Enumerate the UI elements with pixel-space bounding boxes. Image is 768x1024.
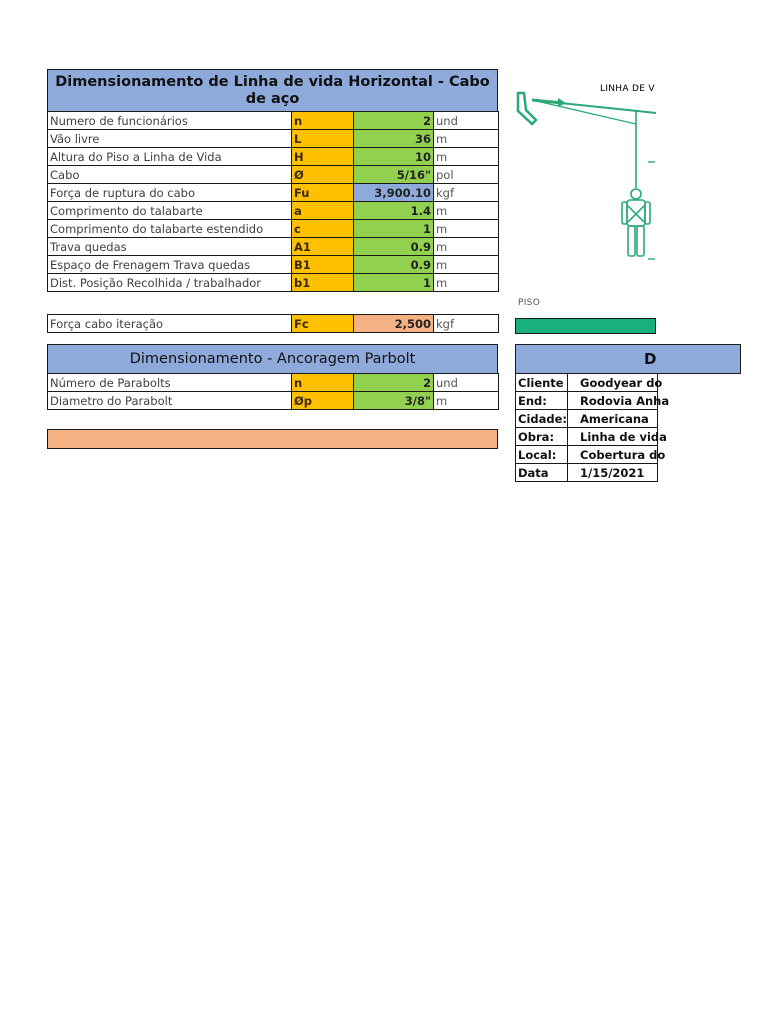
info-key: Cliente	[516, 374, 568, 392]
param-unit: kgf	[434, 184, 499, 202]
anchor-value[interactable]: 2	[354, 374, 434, 392]
floor-label: PISO	[518, 298, 541, 308]
line-label: LINHA DE V	[600, 84, 655, 94]
param-symbol: n	[292, 112, 354, 130]
param-unit: pol	[434, 166, 499, 184]
info-table-title: D	[515, 344, 741, 374]
param-value[interactable]: 1	[354, 274, 434, 292]
anchor-symbol: n	[292, 374, 354, 392]
param-unit: m	[434, 148, 499, 166]
anchor-value[interactable]: 3/8"	[354, 392, 434, 410]
table-row	[48, 374, 499, 392]
table-row	[516, 392, 658, 410]
parameters-table	[47, 111, 499, 292]
param-symbol: A1	[292, 238, 354, 256]
param-value[interactable]: 5/16"	[354, 166, 434, 184]
table-row	[48, 256, 499, 274]
anchor-table	[47, 373, 499, 410]
table-row	[48, 130, 499, 148]
table-row	[48, 166, 499, 184]
table-row	[516, 428, 658, 446]
info-key: Cidade:	[516, 410, 568, 428]
info-value[interactable]: 1/15/2021	[568, 464, 658, 482]
param-label: Espaço de Frenagem Trava quedas	[48, 256, 292, 274]
param-unit: m	[434, 274, 499, 292]
anchor-label: Diametro do Parabolt	[48, 392, 292, 410]
param-value[interactable]: 2	[354, 112, 434, 130]
param-label: Comprimento do talabarte	[48, 202, 292, 220]
param-unit: m	[434, 256, 499, 274]
info-value[interactable]: Goodyear do	[568, 374, 658, 392]
table-row	[516, 410, 658, 428]
table-row	[48, 392, 499, 410]
param-symbol: L	[292, 130, 354, 148]
info-value[interactable]: Linha de vida	[568, 428, 658, 446]
worker-icon	[622, 189, 650, 256]
param-unit: m	[434, 202, 499, 220]
param-unit: m	[434, 130, 499, 148]
info-key: Local:	[516, 446, 568, 464]
info-key: End:	[516, 392, 568, 410]
anchor-bracket-icon	[518, 93, 536, 124]
force-unit: kgf	[434, 315, 499, 333]
param-value[interactable]: 0.9	[354, 256, 434, 274]
param-label: Força de ruptura do cabo	[48, 184, 292, 202]
info-key: Data	[516, 464, 568, 482]
param-value[interactable]: 36	[354, 130, 434, 148]
table-row	[516, 464, 658, 482]
info-key: Obra:	[516, 428, 568, 446]
table-row	[48, 112, 499, 130]
force-symbol: Fc	[292, 315, 354, 333]
table-row	[48, 315, 499, 333]
table-row	[48, 274, 499, 292]
param-value[interactable]: 10	[354, 148, 434, 166]
anchor-symbol: Øp	[292, 392, 354, 410]
param-label: Comprimento do talabarte estendido	[48, 220, 292, 238]
param-symbol: H	[292, 148, 354, 166]
param-unit: m	[434, 220, 499, 238]
force-table	[47, 314, 499, 333]
table-row	[516, 374, 658, 392]
param-symbol: b1	[292, 274, 354, 292]
lifeline-diagram	[512, 76, 656, 266]
param-label: Vão livre	[48, 130, 292, 148]
info-value[interactable]: Rodovia Anha	[568, 392, 658, 410]
param-symbol: Ø	[292, 166, 354, 184]
table-row	[48, 202, 499, 220]
anchor-table-title: Dimensionamento - Ancoragem Parbolt	[47, 344, 498, 374]
param-label: Altura do Piso a Linha de Vida	[48, 148, 292, 166]
force-label: Força cabo iteração	[48, 315, 292, 333]
force-value[interactable]: 2,500	[354, 315, 434, 333]
param-label: Numero de funcionários	[48, 112, 292, 130]
floor-bar	[515, 318, 656, 334]
param-unit: und	[434, 112, 499, 130]
info-value[interactable]: Cobertura do	[568, 446, 658, 464]
anchor-unit: m	[434, 392, 499, 410]
anchor-label: Número de Parabolts	[48, 374, 292, 392]
param-symbol: c	[292, 220, 354, 238]
table-row	[48, 220, 499, 238]
param-label: Trava quedas	[48, 238, 292, 256]
param-symbol: B1	[292, 256, 354, 274]
param-label: Dist. Posição Recolhida / trabalhador	[48, 274, 292, 292]
table-row	[48, 148, 499, 166]
table-row	[48, 238, 499, 256]
info-value[interactable]: Americana	[568, 410, 658, 428]
param-unit: m	[434, 238, 499, 256]
param-symbol: Fu	[292, 184, 354, 202]
table-row	[516, 446, 658, 464]
param-value[interactable]: 3,900.10	[354, 184, 434, 202]
param-value[interactable]: 1.4	[354, 202, 434, 220]
anchor-unit: und	[434, 374, 499, 392]
param-label: Cabo	[48, 166, 292, 184]
table-row	[48, 184, 499, 202]
result-bar	[47, 429, 498, 449]
param-symbol: a	[292, 202, 354, 220]
param-value[interactable]: 0.9	[354, 238, 434, 256]
project-info-table	[515, 373, 670, 482]
main-table-title: Dimensionamento de Linha de vida Horizontal - Cabo de aço	[47, 69, 498, 112]
param-value[interactable]: 1	[354, 220, 434, 238]
